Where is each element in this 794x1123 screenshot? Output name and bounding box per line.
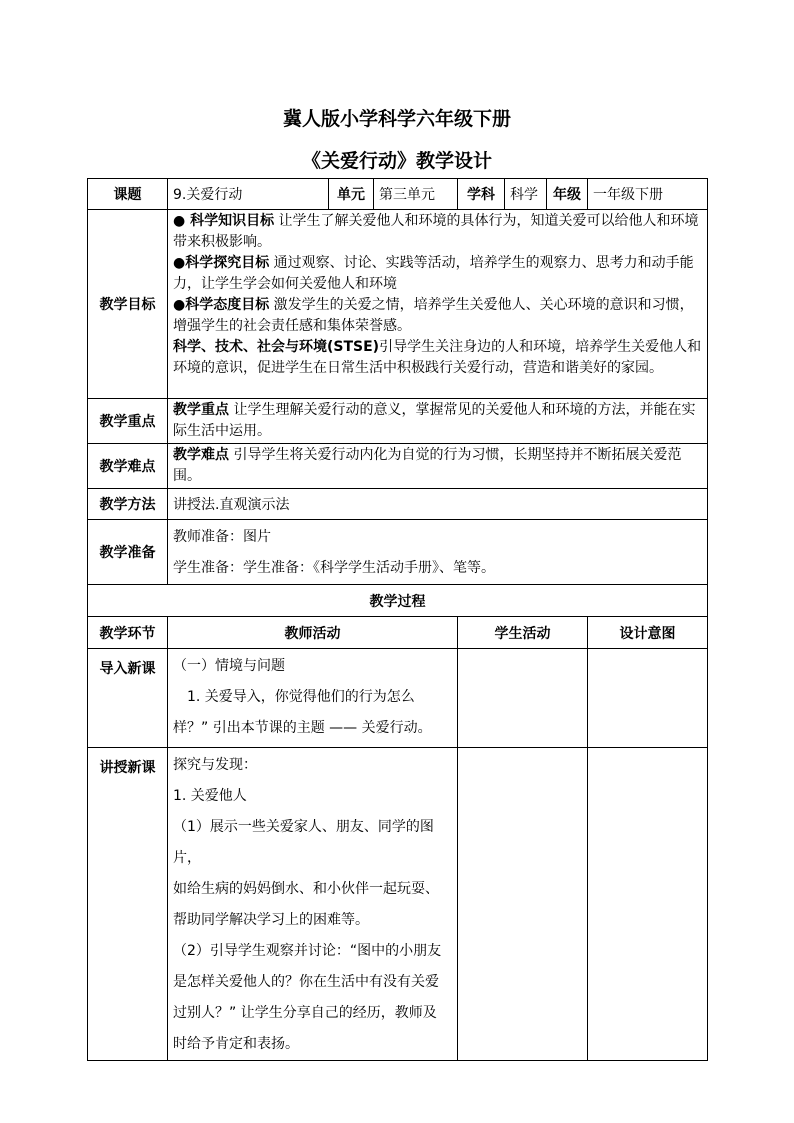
topic-value: 9.关爱行动 <box>168 179 329 210</box>
prep-student: 学生准备：学生准备：《科学学生活动手册》、笔等。 <box>173 560 495 576</box>
lecture-teacher-activity <box>168 748 458 1061</box>
lecture-line: （1）展示一些关爱家人、朋友、同学的图片， <box>173 819 434 866</box>
key-head: 教学重点 <box>173 402 229 418</box>
goal-inquiry-head: ●科学探究目标 <box>173 255 270 271</box>
goal-attitude <box>173 295 702 337</box>
grade-value: 一年级下册 <box>588 179 708 210</box>
difficult-label: 教学难点 <box>88 444 168 489</box>
goals-content <box>168 210 708 399</box>
key-content <box>168 399 708 444</box>
goal-stse-text: 引导学生关注身边的人和环境，培养学生关爱他人和环境的意识，促进学生在日常生活中积极践行关爱行动，营造和谐美好的家园。 <box>173 339 702 376</box>
col-intent-header: 设计意图 <box>588 617 708 649</box>
difficult-text: 引导学生将关爱行动内化为自觉的行为习惯，长期坚持并不断拓展关爱范围。 <box>173 447 682 484</box>
lecture-line: 帮助同学解决学习上的困难等。 <box>173 912 369 928</box>
document-title: 冀人版小学科学六年级下册 <box>282 108 511 130</box>
info-row <box>88 179 708 210</box>
lecture-line: 时给予肯定和表扬。 <box>173 1036 299 1052</box>
intro-design-intent <box>588 649 708 748</box>
lesson-plan-table <box>87 178 708 1061</box>
col-teacher-header: 教师活动 <box>168 617 458 649</box>
subject-value: 科学 <box>505 179 547 210</box>
goal-knowledge <box>173 211 702 253</box>
lecture-student-activity <box>458 748 588 1061</box>
unit-value: 第三单元 <box>374 179 458 210</box>
process-title-row <box>88 585 708 617</box>
lecture-line: 探究与发现： <box>173 757 257 773</box>
intro-row <box>88 649 708 748</box>
goal-attitude-head: ●科学态度目标 <box>173 297 270 313</box>
prep-label: 教学准备 <box>88 520 168 585</box>
goal-inquiry-text: 通过观察、讨论、实践等活动，培养学生的观察力、思考力和动手能力，让学生学会如何关爱他人和环境 <box>173 255 694 292</box>
difficult-row <box>88 444 708 489</box>
lecture-line: 过别人？” 让学生分享自己的经历，教师及 <box>173 1005 437 1021</box>
lecture-row <box>88 748 708 1061</box>
goals-row <box>88 210 708 399</box>
intro-student-activity <box>458 649 588 748</box>
intro-line: （一）情境与问题 <box>173 658 285 674</box>
grade-label: 年级 <box>547 179 588 210</box>
lecture-line: （2）引导学生观察并讨论：“图中的小朋友 <box>173 943 442 959</box>
lecture-line: 1. 关爱他人 <box>173 788 247 804</box>
subject-label: 学科 <box>458 179 505 210</box>
document-subtitle: 《关爱行动》教学设计 <box>301 150 492 172</box>
lecture-label: 讲授新课 <box>88 748 168 1061</box>
key-label: 教学重点 <box>88 399 168 444</box>
goal-stse-head: 科学、技术、社会与环境(STSE) <box>173 339 380 355</box>
prep-teacher: 教师准备：图片 <box>173 529 271 545</box>
method-text: 讲授法.直观演示法 <box>168 489 708 520</box>
goal-knowledge-head: ● 科学知识目标 <box>173 213 275 229</box>
goal-knowledge-text: 让学生了解关爱他人和环境的具体行为，知道关爱可以给他人和环境带来积极影响。 <box>173 213 699 250</box>
prep-content <box>168 520 708 585</box>
goal-inquiry <box>173 253 702 295</box>
topic-label: 课题 <box>88 179 168 210</box>
lecture-line: 如给生病的妈妈倒水、和小伙伴一起玩耍、 <box>173 881 439 897</box>
unit-label: 单元 <box>329 179 374 210</box>
process-header-row <box>88 617 708 649</box>
goal-attitude-text: 激发学生的关爱之情，培养学生关爱他人、关心环境的意识和习惯，增强学生的社会责任感和集体荣誉感。 <box>173 297 694 334</box>
process-title: 教学过程 <box>88 585 708 617</box>
key-text: 让学生理解关爱行动的意义，掌握常见的关爱他人和环境的方法，并能在实际生活中运用。 <box>173 402 696 439</box>
goals-label: 教学目标 <box>88 210 168 399</box>
key-row <box>88 399 708 444</box>
lecture-design-intent <box>588 748 708 1061</box>
method-row <box>88 489 708 520</box>
method-label: 教学方法 <box>88 489 168 520</box>
prep-row <box>88 520 708 585</box>
difficult-content <box>168 444 708 489</box>
goal-stse <box>173 337 702 379</box>
intro-teacher-activity <box>168 649 458 748</box>
difficult-head: 教学难点 <box>173 447 229 463</box>
col-stage-header: 教学环节 <box>88 617 168 649</box>
intro-line: 1. 关爱导入，你觉得他们的行为怎么 <box>173 689 415 705</box>
lecture-line: 是怎样关爱他人的？你在生活中有没有关爱 <box>173 974 439 990</box>
col-student-header: 学生活动 <box>458 617 588 649</box>
intro-label: 导入新课 <box>88 649 168 748</box>
intro-line: 样？” 引出本节课的主题 —— 关爱行动。 <box>173 720 432 736</box>
